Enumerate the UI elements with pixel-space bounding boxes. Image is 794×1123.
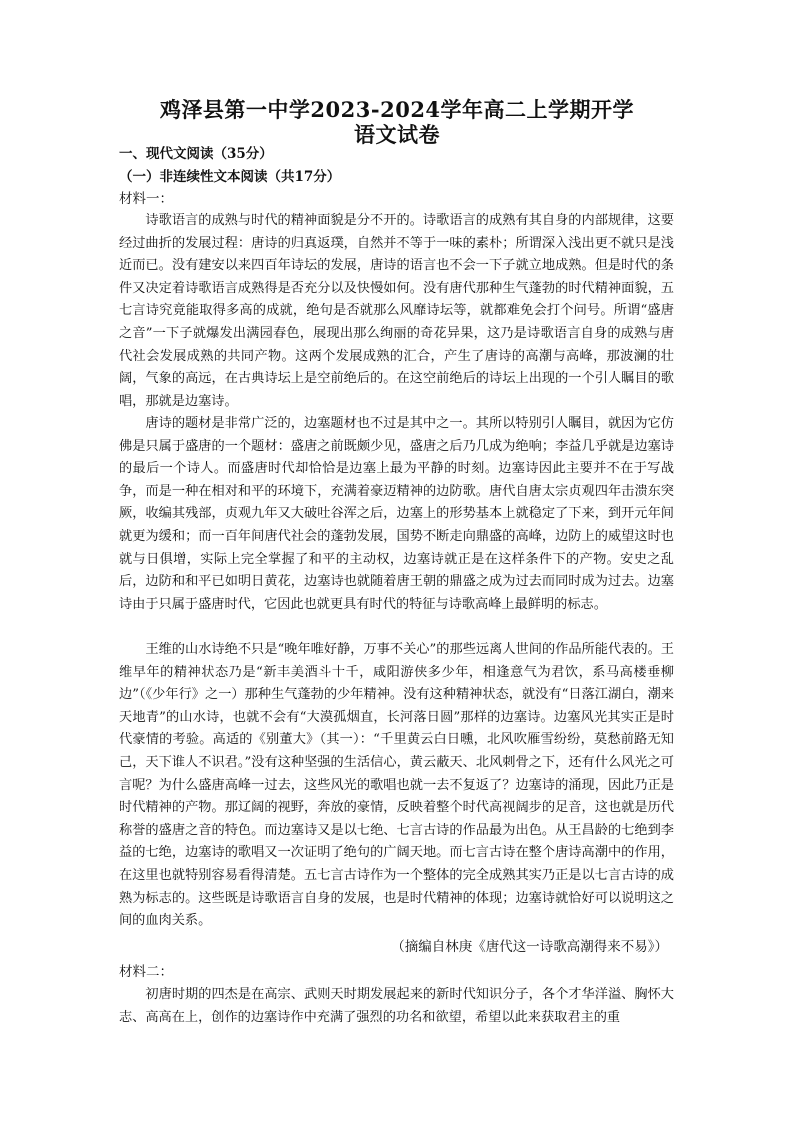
material1-paragraph-3: 王维的山水诗绝不只是“晚年唯好静，万事不关心”的那些远离人世间的作品所能代表的。王维早年的精神状态乃是“新丰美酒斗十千，咸阳游侠多少年，相逢意气为君饮，系马高楼垂柳边”（《少年行》之一）那种生气蓬勃的少年精神。没有这种精神状态，就没有“日落江湖白，潮来天地青”的山水诗，也就不会有“大漠孤烟直，长河落日圆”那样的边塞诗。边塞风光其实正是时代豪情的考验。高适的《别董大》（其一）：“千里黄云白日曛，北风吹雁雪纷纷，莫愁前路无知己，天下谁人不识君。”没有这种坚强的生活信心，黄云蔽天、北风刺骨之下，还有什么风光之可言呢？为什么盛唐高峰一过去，这些风光的歌唱也就一去不复返了？边塞诗的涌现，因此乃正是时代精神的产物。那辽阔的视野，奔放的豪情，反映着整个时代高视阔步的足音，这也就是历代称誉的盛唐之音的特色。而边塞诗又是以七绝、七言古诗的作品最为出色。从王昌龄的七绝到李益的七绝，边塞诗的歌唱又一次证明了绝句的广阔天地。而七言古诗在整个唐诗高潮中的作用，在这里也就特别容易看得清楚。五七言古诗作为一个整体的完全成熟其实乃正是以七言古诗的成熟为标志的。这些既是诗歌语言自身的发展，也是时代精神的体现；边塞诗就恰好可以说明这之间的血肉关系。	[119, 642, 674, 929]
exam-subtitle: 语文试卷	[354, 122, 440, 147]
material1-paragraph-2: 唐诗的题材是非常广泛的，边塞题材也不过是其中之一。其所以特别引人瞩目，就因为它仿佛是只属于盛唐的一个题材：盛唐之前既颇少见，盛唐之后乃几成为绝响；李益几乎就是边塞诗的最后一个诗人。而盛唐时代却恰恰是边塞上最为平静的时刻。边塞诗因此主要并不在于写战争，而是一种在相对和平的环境下，充满着豪迈精神的边防歌。唐代自唐太宗贞观四年击溃东突厥，收编其残部，贞观九年又大破吐谷浑之后，边塞上的形势基本上就稳定了下来，到开元年间就更为缓和；而一百年间唐代社会的蓬勃发展，国势不断走向鼎盛的高峰，边防上的威望这时也就与日俱增，实际上完全掌握了和平的主动权，边塞诗就正是在这样条件下的产物。安史之乱后，边防和和平已如明日黄花，边塞诗也就随着唐王朝的鼎盛之成为过去而同时成为过去。边塞诗由于只属于盛唐时代，它因此也就更具有时代的特征与诗歌高峰上最鲜明的标志。	[119, 416, 674, 612]
material1-label: 材料一：	[119, 191, 173, 207]
subsection-heading: （一）非连续性文本阅读（共17分）	[119, 169, 341, 185]
material2-label: 材料二：	[119, 964, 173, 980]
material1-paragraph-1: 诗歌语言的成熟与时代的精神面貌是分不开的。诗歌语言的成熟有其自身的内部规律，这要经过曲折的发展过程：唐诗的归真返璞，自然并不等于一味的素朴；所谓深入浅出更不就只是浅近而已。没有建安以来四百年诗坛的发展，唐诗的语言也不会一下子就立地成熟。但是时代的条件又决定着诗歌语言成熟得是否充分以及快慢如何。没有唐代那种生气蓬勃的时代精神面貌，五七言诗究竟能取得多高的成就，绝句是否就那么风靡诗坛等，就都难免会打个问号。所谓“盛唐之音”一下子就爆发出满园春色，展现出那么绚丽的奇花异果，这乃是诗歌语言自身的成熟与唐代社会发展成熟的共同产物。这两个发展成熟的汇合，产生了唐诗的高潮与高峰，那波澜的壮阔，气象的高远，在古典诗坛上是空前绝后的。在这空前绝后的诗坛上出现的一个引人瞩目的歌唱，那就是边塞诗。	[119, 213, 674, 409]
source-citation: （摘编自林庚《唐代这一诗歌高潮得来不易》）	[391, 939, 668, 955]
material2-paragraph-1: 初唐时期的四杰是在高宗、武则天时期发展起来的新时代知识分子，各个才华洋溢、胸怀大志、高高在上，创作的边塞诗作中充满了强烈的功名和欲望，希望以此来获取君主的重	[119, 987, 674, 1025]
exam-title: 鸡泽县第一中学2023-2024学年高二上学期开学	[159, 97, 635, 122]
section-heading: 一、现代文阅读（35分）	[119, 146, 273, 162]
